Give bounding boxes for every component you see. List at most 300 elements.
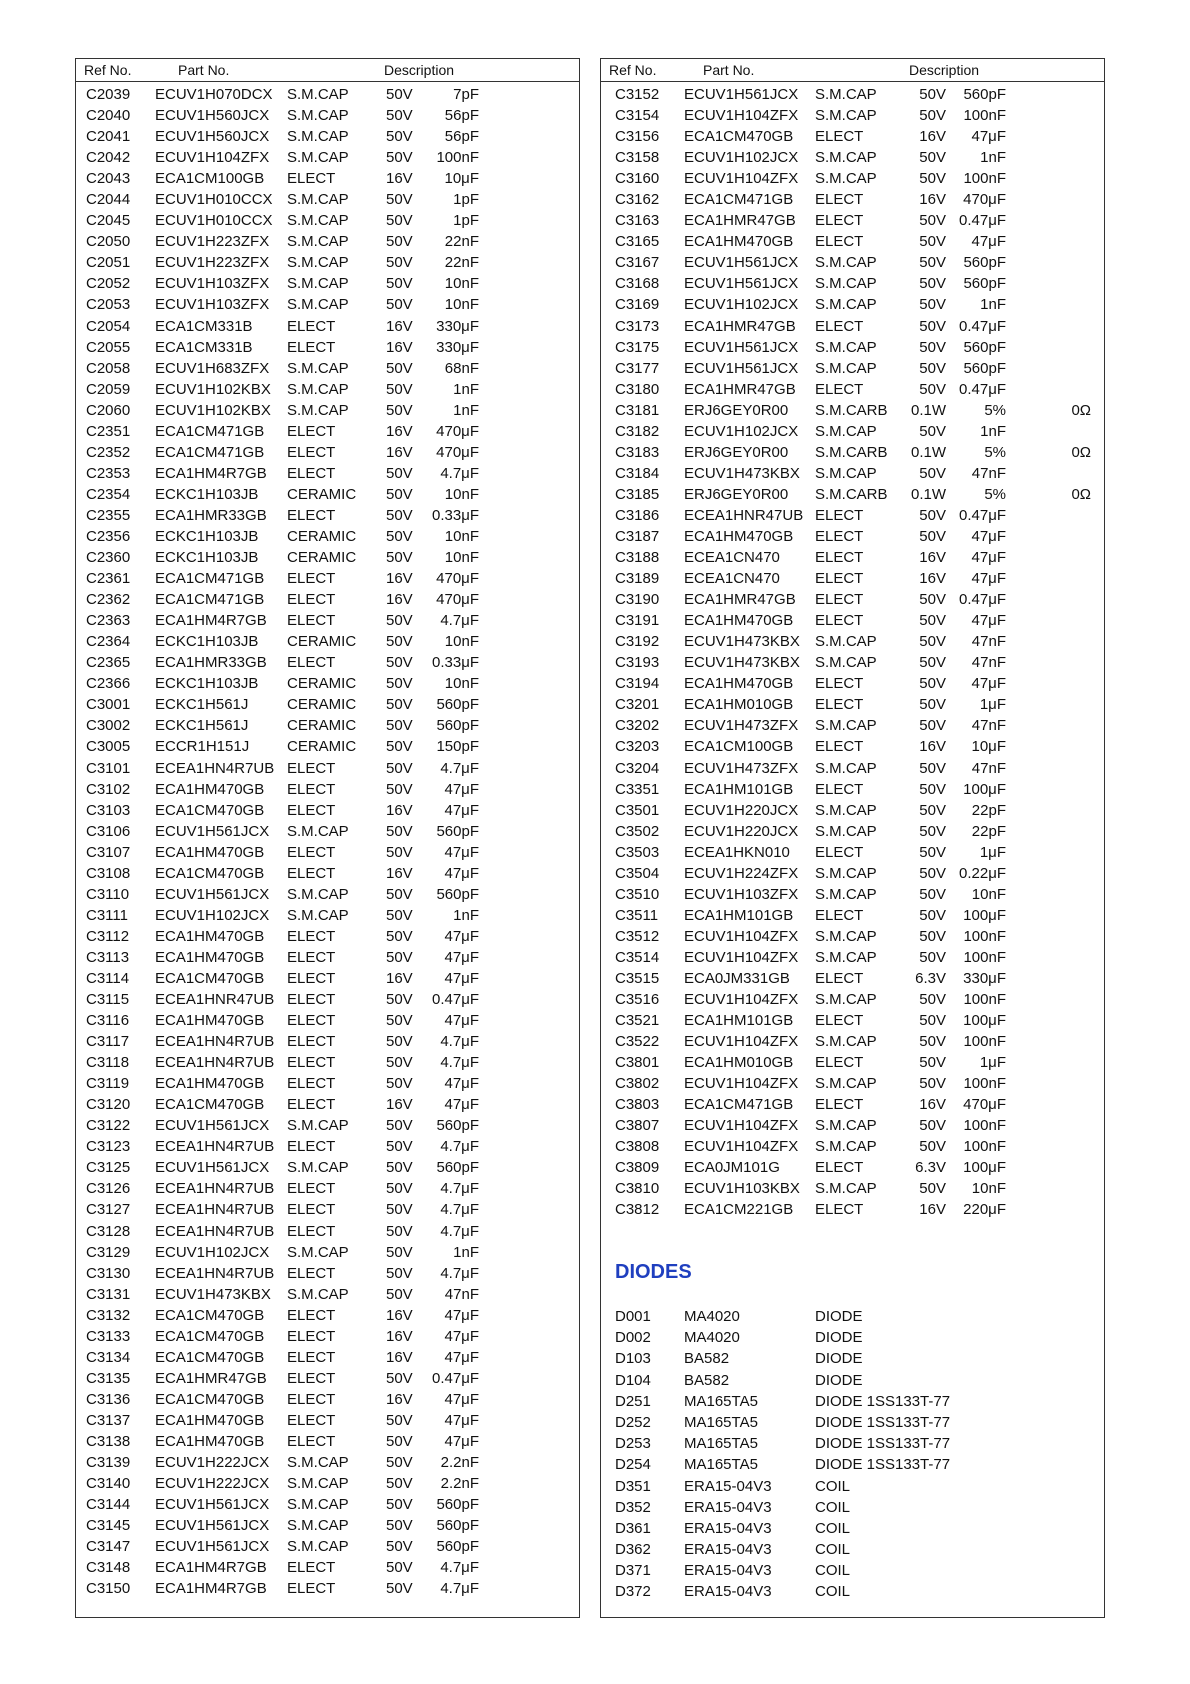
cell-part: ECA1CM470GB [155,801,265,819]
cell-desc: CERAMIC [287,675,357,693]
cell-v: 50V [386,401,413,419]
table-row [601,421,1104,442]
table-row [601,273,1104,294]
cell-part: ECA1CM221GB [684,1201,794,1219]
cell-v: 50V [919,233,946,251]
cell-desc: ELECT [287,1411,336,1429]
cell-ref: C3802 [615,1075,660,1093]
cell-ref: C2041 [86,128,131,146]
cell-ref: C3189 [615,570,660,588]
cell-part: ECA1HM470GB [155,1433,265,1450]
cell-val: 100nF [963,991,1006,1009]
cell-desc: ELECT [287,1369,336,1387]
cell-val: 10μF [971,738,1006,756]
table-row [76,463,579,484]
cell-val: 56pF [444,128,479,146]
cell-part: ECUV1H561JCX [155,1538,270,1556]
cell-desc: S.M.CAP [815,822,877,840]
cell-v: 50V [386,380,413,398]
cell-v: 50V [386,485,413,503]
cell-ref: C2360 [86,549,131,567]
cell-ref: C3102 [86,780,131,798]
cell-val: 1nF [453,401,479,419]
cell-val: 560pF [436,1538,479,1556]
cell-val: 1μF [979,843,1006,861]
cell-ref: C3502 [615,822,660,840]
cell-v: 50V [386,1180,413,1198]
cell-part: ECUV1H561JCX [155,1159,270,1177]
table-row [76,589,579,610]
cell-v: 50V [386,1222,413,1240]
table-row [601,1199,1104,1220]
cell-val: 560pF [963,254,1006,272]
cell-ohm: 0Ω [1071,401,1091,419]
cell-v: 16V [386,443,413,461]
cell-val: 100μF [963,906,1006,924]
table-row [76,84,579,105]
cell-ref: C3169 [615,296,660,314]
cell-part: ECUV1H223ZFX [155,254,270,272]
table-row [601,105,1104,126]
table-row [601,1476,1104,1497]
table-row [601,589,1104,610]
cell-v: 16V [919,549,946,567]
table-row [601,1412,1104,1433]
cell-val: 0.47μF [959,591,1006,609]
table-row [76,1136,579,1157]
table-row [76,294,579,315]
cell-ref: C2364 [86,633,131,651]
cell-val: 47μF [444,843,479,861]
cell-v: 50V [919,696,946,714]
cell-v: 50V [386,1454,413,1472]
cell-v: 50V [386,128,413,146]
table-row [601,1306,1104,1327]
table-row [76,526,579,547]
cell-desc: ELECT [815,1201,864,1219]
cell-ref: C2050 [86,233,131,251]
cell-ref: C3167 [615,254,660,272]
cell-part: ECKC1H561J [155,696,249,714]
table-row [601,1370,1104,1391]
cell-ref: C3504 [615,864,660,882]
cell-dref: D371 [615,1562,651,1580]
table-row [76,126,579,147]
cell-dref: D362 [615,1541,651,1559]
cell-v: 16V [386,1327,413,1345]
cell-ref: C2052 [86,275,131,293]
cell-desc: ELECT [287,1348,336,1366]
right-parts-table [600,58,1105,1618]
cell-val: 47μF [444,927,479,945]
cell-val: 330μF [436,317,479,335]
cell-desc: ELECT [815,612,864,630]
cell-ref: C2060 [86,401,131,419]
left-table-header [76,59,579,82]
cell-desc: S.M.CAP [287,380,349,398]
cell-desc: ELECT [287,948,336,966]
cell-v: 50V [386,780,413,798]
cell-val: 22nF [444,254,479,272]
cell-val: 0.47μF [959,317,1006,335]
cell-ref: C3173 [615,317,660,335]
cell-ref: C3510 [615,885,660,903]
cell-ref: C3115 [86,991,130,1009]
cell-desc: CERAMIC [287,717,357,735]
cell-val: 47μF [971,527,1006,545]
cell-desc: S.M.CAP [287,191,349,209]
cell-ref: C2055 [86,338,131,356]
cell-val: 4.7μF [440,1180,479,1198]
table-row [601,842,1104,863]
cell-v: 50V [919,275,946,293]
cell-desc: ELECT [815,527,864,545]
table-row [76,1010,579,1031]
cell-dpart: ERA15-04V3 [684,1498,772,1516]
cell-desc: S.M.CAP [287,1159,349,1177]
cell-desc: S.M.CAP [287,359,349,377]
cell-part: ECA1HMR47GB [684,317,796,335]
cell-dpart: MA165TA5 [684,1456,758,1474]
cell-v: 50V [919,612,946,630]
cell-desc: S.M.CAP [815,801,877,819]
cell-v: 50V [386,86,413,103]
table-row [601,442,1104,463]
right-rows [601,82,1104,1221]
cell-val: 10nF [444,275,479,293]
cell-part: ECA1CM331B [155,317,253,335]
cell-part: ECUV1H104ZFX [155,149,270,167]
cell-val: 10nF [444,296,479,314]
cell-part: ECUV1H473KBX [155,1285,271,1303]
cell-part: ECA1HM470GB [155,843,265,861]
cell-desc: S.M.CAP [815,864,877,882]
cell-part: ECUV1H473ZFX [684,759,799,777]
cell-ref: C3107 [86,843,131,861]
cell-v: 50V [386,1054,413,1072]
table-row [76,1115,579,1136]
cell-ref: C3158 [615,149,660,167]
cell-val: 10nF [444,633,479,651]
table-row [76,926,579,947]
cell-desc: S.M.CAP [287,149,349,167]
cell-ohm: 0Ω [1071,443,1091,461]
cell-ref: C2044 [86,191,131,209]
cell-part: ECA1CM100GB [155,170,265,188]
cell-v: 50V [919,422,946,440]
cell-desc: S.M.CAP [287,1285,349,1303]
cell-v: 16V [386,317,413,335]
cell-desc: ELECT [287,801,336,819]
cell-desc: S.M.CARB [815,485,888,503]
cell-val: 47μF [971,675,1006,693]
cell-val: 100μF [963,780,1006,798]
cell-part: ECUV1H561JCX [684,254,799,272]
cell-part: ECUV1H102JCX [684,296,799,314]
cell-desc: ELECT [815,128,864,146]
cell-ref: C2361 [86,570,131,588]
table-row [76,736,579,757]
cell-ref: C3002 [86,717,131,735]
table-row [601,1327,1104,1348]
table-row [76,1347,579,1368]
cell-part: ECUV1H222JCX [155,1475,270,1493]
table-row [601,1052,1104,1073]
cell-part: ECA1CM331B [155,338,253,356]
cell-v: 50V [386,1243,413,1261]
cell-desc: ELECT [287,1054,336,1072]
cell-part: ECA1CM471GB [155,570,265,588]
cell-ref: C3514 [615,948,660,966]
table-row [601,189,1104,210]
cell-v: 50V [386,1159,413,1177]
cell-val: 1nF [980,149,1006,167]
table-row [76,484,579,505]
cell-val: 220μF [963,1201,1006,1219]
cell-part: ECUV1H070DCX [155,86,273,103]
cell-val: 100nF [963,1033,1006,1051]
cell-desc: ELECT [815,233,864,251]
cell-part: ECA1HM470GB [155,927,265,945]
table-row [76,1452,579,1473]
cell-desc: ELECT [287,864,336,882]
cell-part: ECUV1H473KBX [684,633,800,651]
cell-val: 470μF [436,570,479,588]
cell-ddesc: COIL [815,1477,851,1495]
cell-ref: C3110 [86,885,130,903]
cell-part: ECA1CM470GB [155,1306,265,1324]
table-row [76,358,579,379]
cell-v: 50V [919,948,946,966]
cell-part: ECA1HM101GB [684,1012,794,1030]
cell-dpart: ERA15-04V3 [684,1583,772,1601]
cell-ref: C2352 [86,443,131,461]
cell-ref: C3812 [615,1201,660,1219]
cell-desc: S.M.CAP [287,1496,349,1514]
cell-ref: C2040 [86,107,131,125]
cell-part: ECUV1H104ZFX [684,1138,799,1156]
cell-ref: C3128 [86,1222,131,1240]
cell-ref: C3116 [86,1012,130,1030]
cell-val: 4.7μF [440,1264,479,1282]
table-row [601,1581,1104,1602]
cell-part: ECA1HM470GB [155,1411,265,1429]
cell-v: 50V [386,1012,413,1030]
cell-desc: S.M.CAP [815,885,877,903]
cell-desc: ELECT [815,1159,864,1177]
cell-v: 16V [386,969,413,987]
cell-desc: ELECT [287,759,336,777]
cell-val: 47μF [444,1327,479,1345]
cell-v: 6.3V [915,1159,946,1177]
cell-ref: C3175 [615,338,660,356]
cell-part: ECA1HM4R7GB [155,612,267,630]
table-row [601,610,1104,631]
cell-val: 10nF [971,885,1006,903]
cell-v: 50V [386,696,413,714]
cell-desc: S.M.CAP [815,275,877,293]
cell-part: ECA1HMR47GB [155,1369,267,1387]
cell-val: 47μF [444,1075,479,1093]
cell-v: 50V [919,86,946,103]
cell-desc: CERAMIC [287,738,357,756]
cell-desc: CERAMIC [287,633,357,651]
cell-ref: C2039 [86,86,131,103]
cell-dref: D254 [615,1456,651,1474]
cell-part: ECUV1H561JCX [684,86,799,103]
cell-v: 50V [386,212,413,230]
cell-desc: S.M.CAP [815,948,877,966]
cell-v: 50V [386,885,413,903]
cell-part: ECEA1HN4R7UB [155,1222,275,1240]
table-row [601,1010,1104,1031]
header-part-no: Part No. [703,62,755,78]
cell-val: 1nF [980,422,1006,440]
table-row [601,294,1104,315]
table-row [601,168,1104,189]
table-row [76,779,579,800]
cell-val: 0.47μF [959,380,1006,398]
cell-val: 4.7μF [440,1222,479,1240]
cell-desc: S.M.CAP [287,401,349,419]
cell-dpart: MA4020 [684,1329,740,1347]
table-row [76,1515,579,1536]
cell-part: ECUV1H561JCX [684,359,799,377]
cell-dpart: MA165TA5 [684,1435,758,1453]
cell-val: 470μF [963,1096,1006,1114]
cell-part: ECUV1H102JCX [155,906,270,924]
cell-val: 47μF [444,969,479,987]
table-row [76,1199,579,1220]
cell-ref: C3194 [615,675,660,693]
cell-val: 10nF [971,1180,1006,1198]
cell-dref: D001 [615,1308,651,1325]
cell-val: 1pF [453,191,479,209]
cell-ref: C3801 [615,1054,660,1072]
cell-val: 100nF [963,107,1006,125]
cell-part: ECA1CM470GB [684,128,794,146]
cell-val: 47nF [971,464,1006,482]
cell-dref: D104 [615,1371,651,1389]
cell-val: 47μF [444,1433,479,1450]
table-row [76,442,579,463]
cell-dref: D253 [615,1435,651,1453]
cell-v: 16V [919,1096,946,1114]
cell-val: 47μF [444,1306,479,1324]
cell-ref: C3156 [615,128,660,146]
cell-ref: C3111 [86,906,128,924]
cell-ref: C2353 [86,464,131,482]
cell-desc: S.M.CAP [287,1475,349,1493]
cell-v: 50V [386,1201,413,1219]
cell-ref: C3515 [615,969,660,987]
cell-part: ECA1HM101GB [684,780,794,798]
table-row [601,126,1104,147]
table-row [76,989,579,1010]
cell-val: 560pF [436,1117,479,1135]
cell-ddesc: COIL [815,1541,851,1559]
cell-desc: S.M.CAP [815,1180,877,1198]
table-row [601,863,1104,884]
cell-ref: C2366 [86,675,131,693]
table-row [601,1157,1104,1178]
table-row [601,1454,1104,1475]
table-row [76,863,579,884]
cell-ref: C3186 [615,506,660,524]
cell-part: ECUV1H223ZFX [155,233,270,251]
cell-desc: S.M.CAP [815,1117,877,1135]
cell-part: ECUV1H220JCX [684,801,799,819]
table-row [76,758,579,779]
cell-ref: C2354 [86,485,131,503]
table-row [76,337,579,358]
cell-val: 47μF [444,1012,479,1030]
cell-v: 50V [386,843,413,861]
cell-v: 16V [386,864,413,882]
cell-v: 16V [386,422,413,440]
cell-desc: CERAMIC [287,549,357,567]
cell-ref: C2351 [86,422,131,440]
table-row [76,905,579,926]
cell-desc: S.M.CAP [287,1243,349,1261]
cell-ref: C3112 [86,927,130,945]
cell-desc: ELECT [287,443,336,461]
cell-part: ERJ6GEY0R00 [684,443,789,461]
cell-desc: S.M.CAP [815,759,877,777]
cell-desc: S.M.CARB [815,443,888,461]
table-row [76,1073,579,1094]
cell-desc: S.M.CAP [287,885,349,903]
cell-desc: ELECT [815,675,864,693]
cell-v: 50V [919,991,946,1009]
cell-desc: ELECT [287,1306,336,1324]
cell-v: 6.3V [915,969,946,987]
cell-part: ECUV1H473KBX [684,464,800,482]
cell-desc: ELECT [815,843,864,861]
cell-desc: ELECT [287,969,336,987]
cell-v: 50V [919,1033,946,1051]
cell-v: 50V [919,801,946,819]
cell-part: ECKC1H103JB [155,633,259,651]
table-row [601,316,1104,337]
cell-desc: ELECT [815,212,864,230]
cell-v: 16V [386,1348,413,1366]
cell-val: 100nF [963,1075,1006,1093]
cell-desc: S.M.CAP [815,254,877,272]
cell-desc: S.M.CAP [815,1138,877,1156]
table-row [601,1094,1104,1115]
cell-val: 1pF [453,212,479,230]
cell-ref: C3138 [86,1433,131,1450]
cell-part: ECUV1H104ZFX [684,1117,799,1135]
cell-ref: C3134 [86,1348,131,1366]
cell-ddesc: COIL [815,1562,851,1580]
cell-part: ECA1HM470GB [155,780,265,798]
cell-ref: C3129 [86,1243,131,1261]
cell-v: 16V [386,170,413,188]
cell-desc: CERAMIC [287,696,357,714]
cell-v: 50V [386,927,413,945]
table-row [601,652,1104,673]
cell-val: 100nF [963,1138,1006,1156]
cell-val: 560pF [436,717,479,735]
cell-v: 50V [919,780,946,798]
table-row [601,1178,1104,1199]
cell-v: 50V [386,612,413,630]
cell-desc: ELECT [287,1033,336,1051]
cell-part: ECKC1H103JB [155,527,259,545]
cell-val: 7pF [453,86,479,103]
